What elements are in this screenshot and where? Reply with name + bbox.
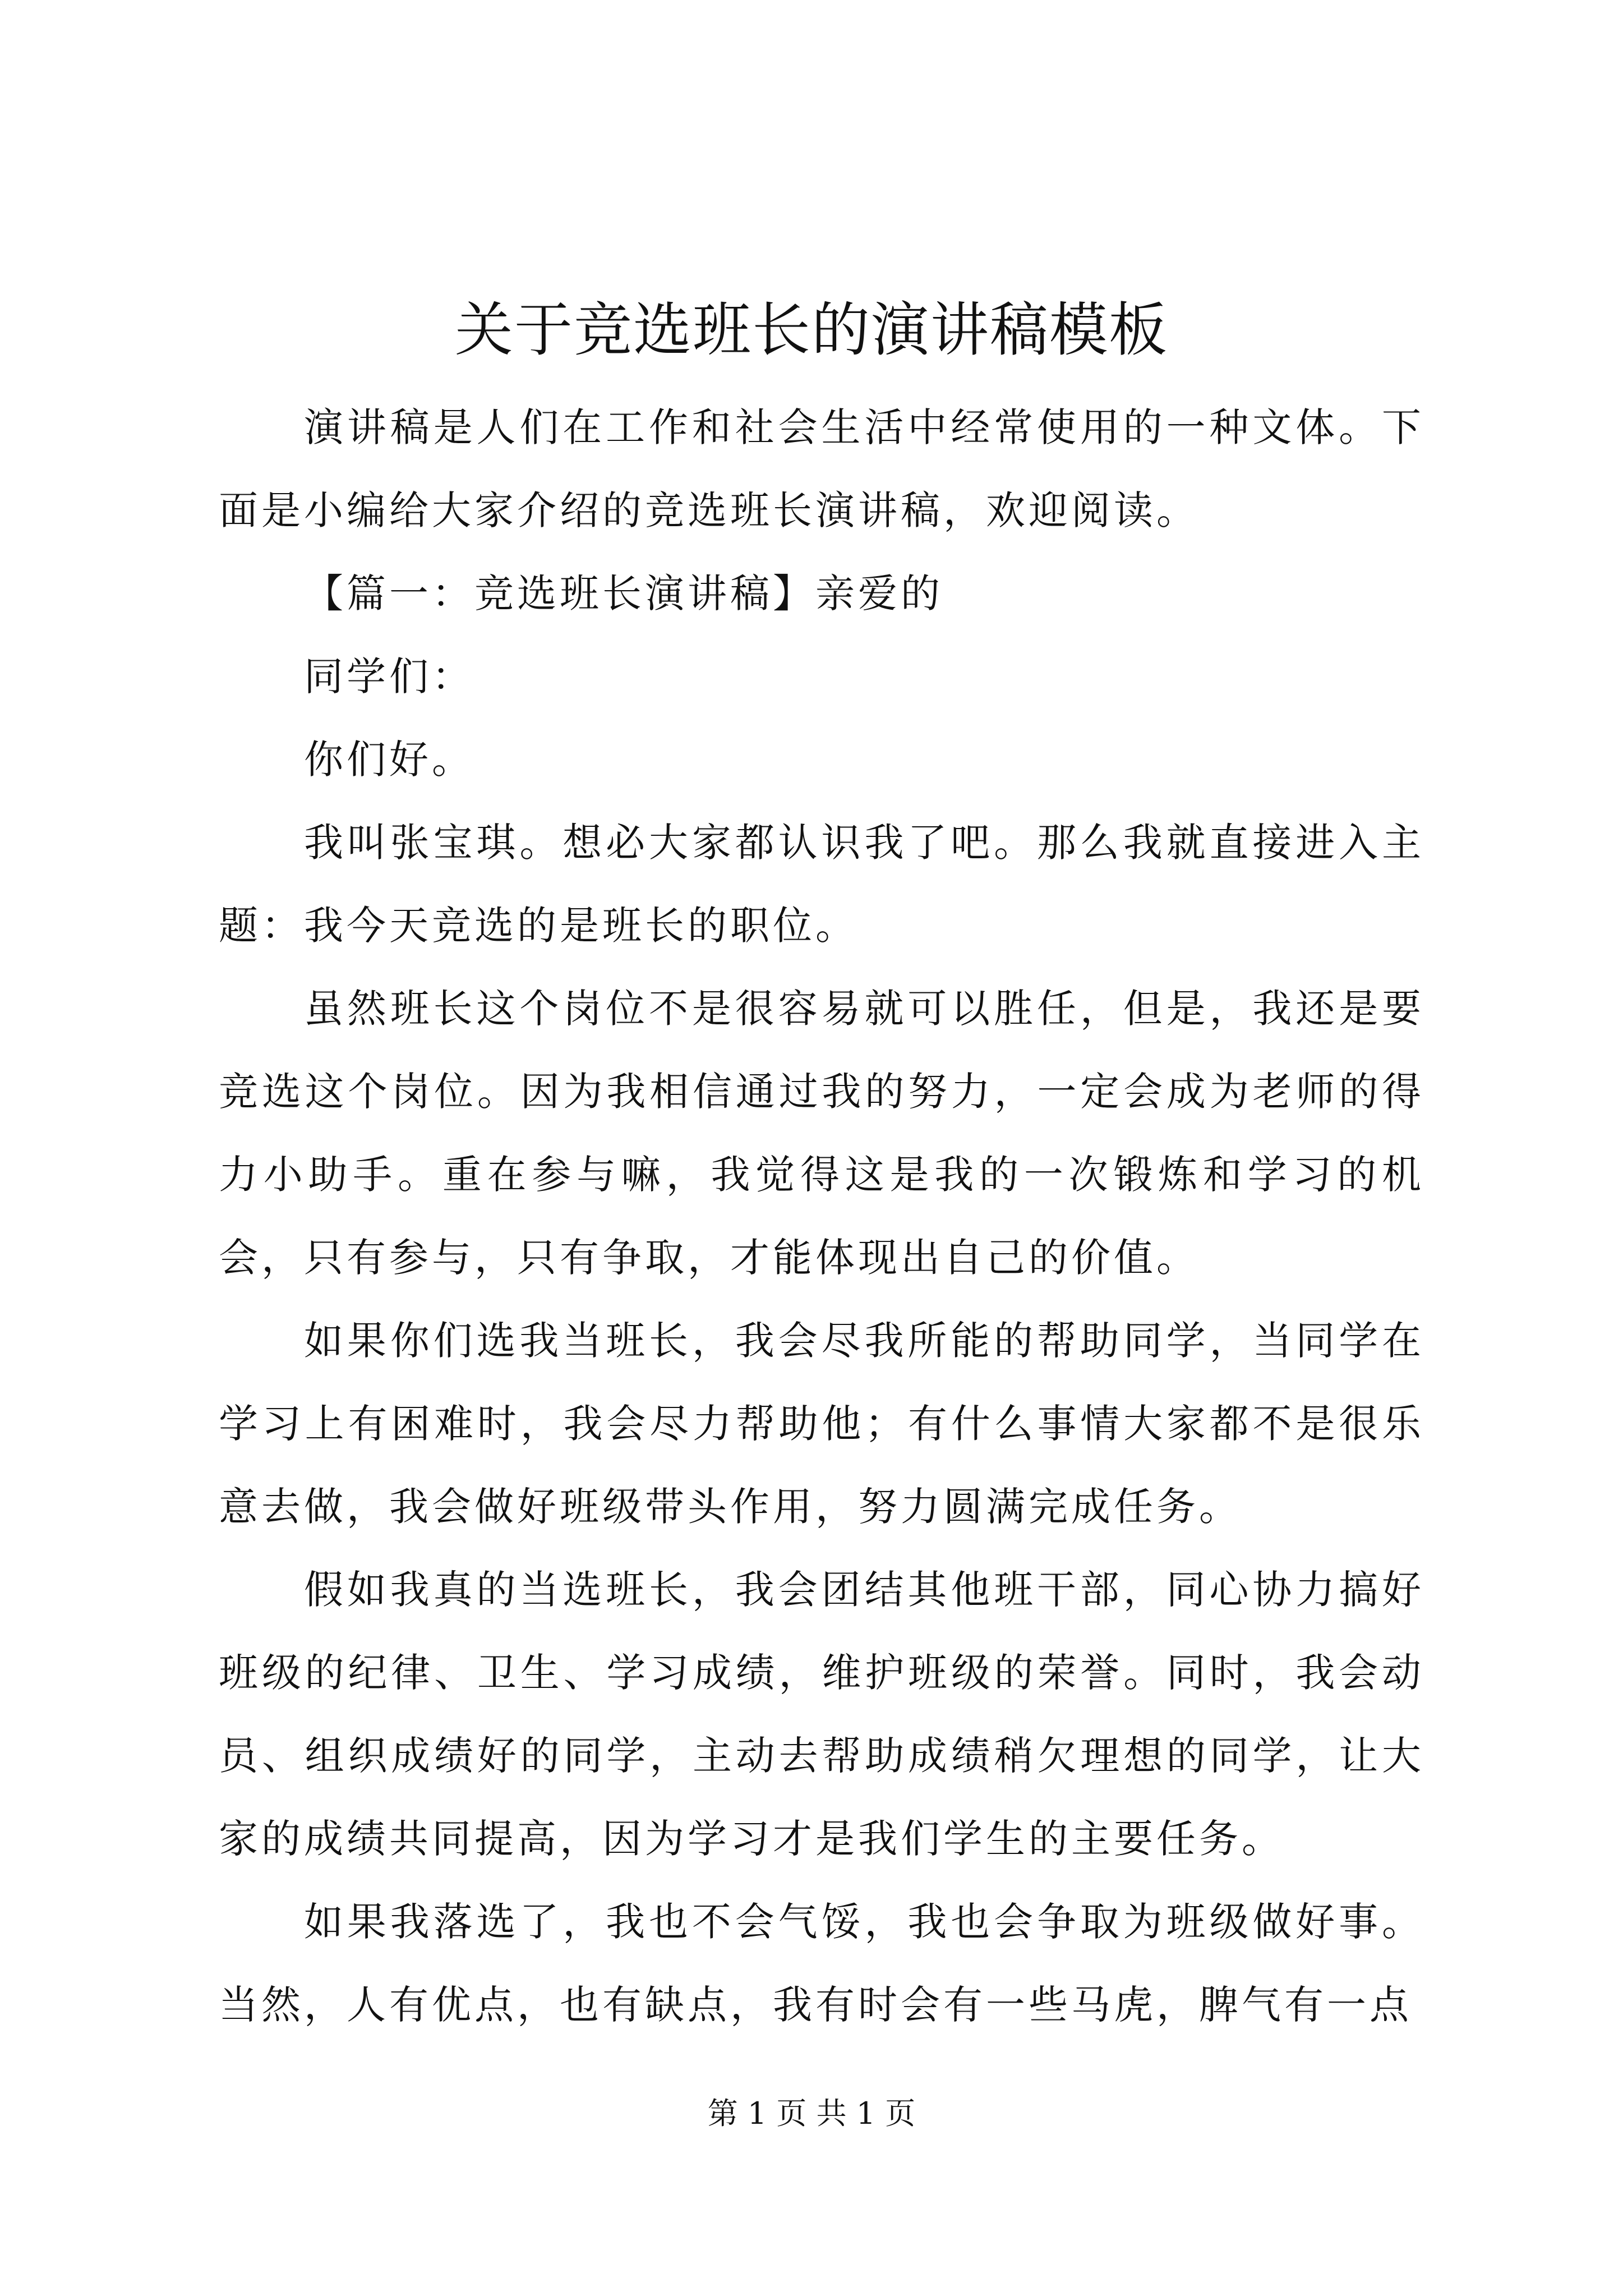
- paragraph-section-heading: 【篇一：竞选班长演讲稿】亲爱的: [304, 570, 943, 616]
- paragraph-motivation: 虽然班长这个岗位不是很容易就可以胜任，但是，我还是要竞选这个岗位。因为我相信通过我的努力，一定会成为老师的得力小助手。重在参与嘛，我觉得这是我的一次锻炼和学习的机会，只有参与，只有争取，才能体现出自己的价值。: [219, 986, 1424, 1281]
- paragraph-self-introduction: 我叫张宝琪。想必大家都认识我了吧。那么我就直接进入主题：我今天竞选的是班长的职位。: [219, 820, 1424, 949]
- page-footer: 第 1 页 共 1 页: [707, 2096, 916, 2131]
- document-title: 关于竞选班长的演讲稿模板: [454, 296, 1168, 364]
- paragraph-greeting: 你们好。: [304, 737, 474, 783]
- paragraph-promise-help: 如果你们选我当班长，我会尽我所能的帮助同学，当同学在学习上有困难时，我会尽力帮助他；有什么事情大家都不是很乐意去做，我会做好班级带头作用，努力圆满完成任务。: [219, 1318, 1424, 1530]
- paragraph-intro: 演讲稿是人们在工作和社会生活中经常使用的一种文体。下面是小编给大家介绍的竞选班长演讲稿，欢迎阅读。: [219, 404, 1424, 533]
- paragraph-salutation: 同学们：: [304, 654, 474, 700]
- document-body: [219, 386, 1424, 2046]
- paragraph-if-lose: 如果我落选了，我也不会气馁，我也会争取为班级做好事。当然，人有优点，也有缺点，我有时会有一些马虎，脾气有一点: [219, 1899, 1424, 2028]
- paragraph-plan: 假如我真的当选班长，我会团结其他班干部，同心协力搞好班级的纪律、卫生、学习成绩，维护班级的荣誉。同时，我会动员、组织成绩好的同学，主动去帮助成绩稍欠理想的同学，让大家的成绩共同提高，因为学习才是我们学生的主要任务。: [219, 1567, 1424, 1862]
